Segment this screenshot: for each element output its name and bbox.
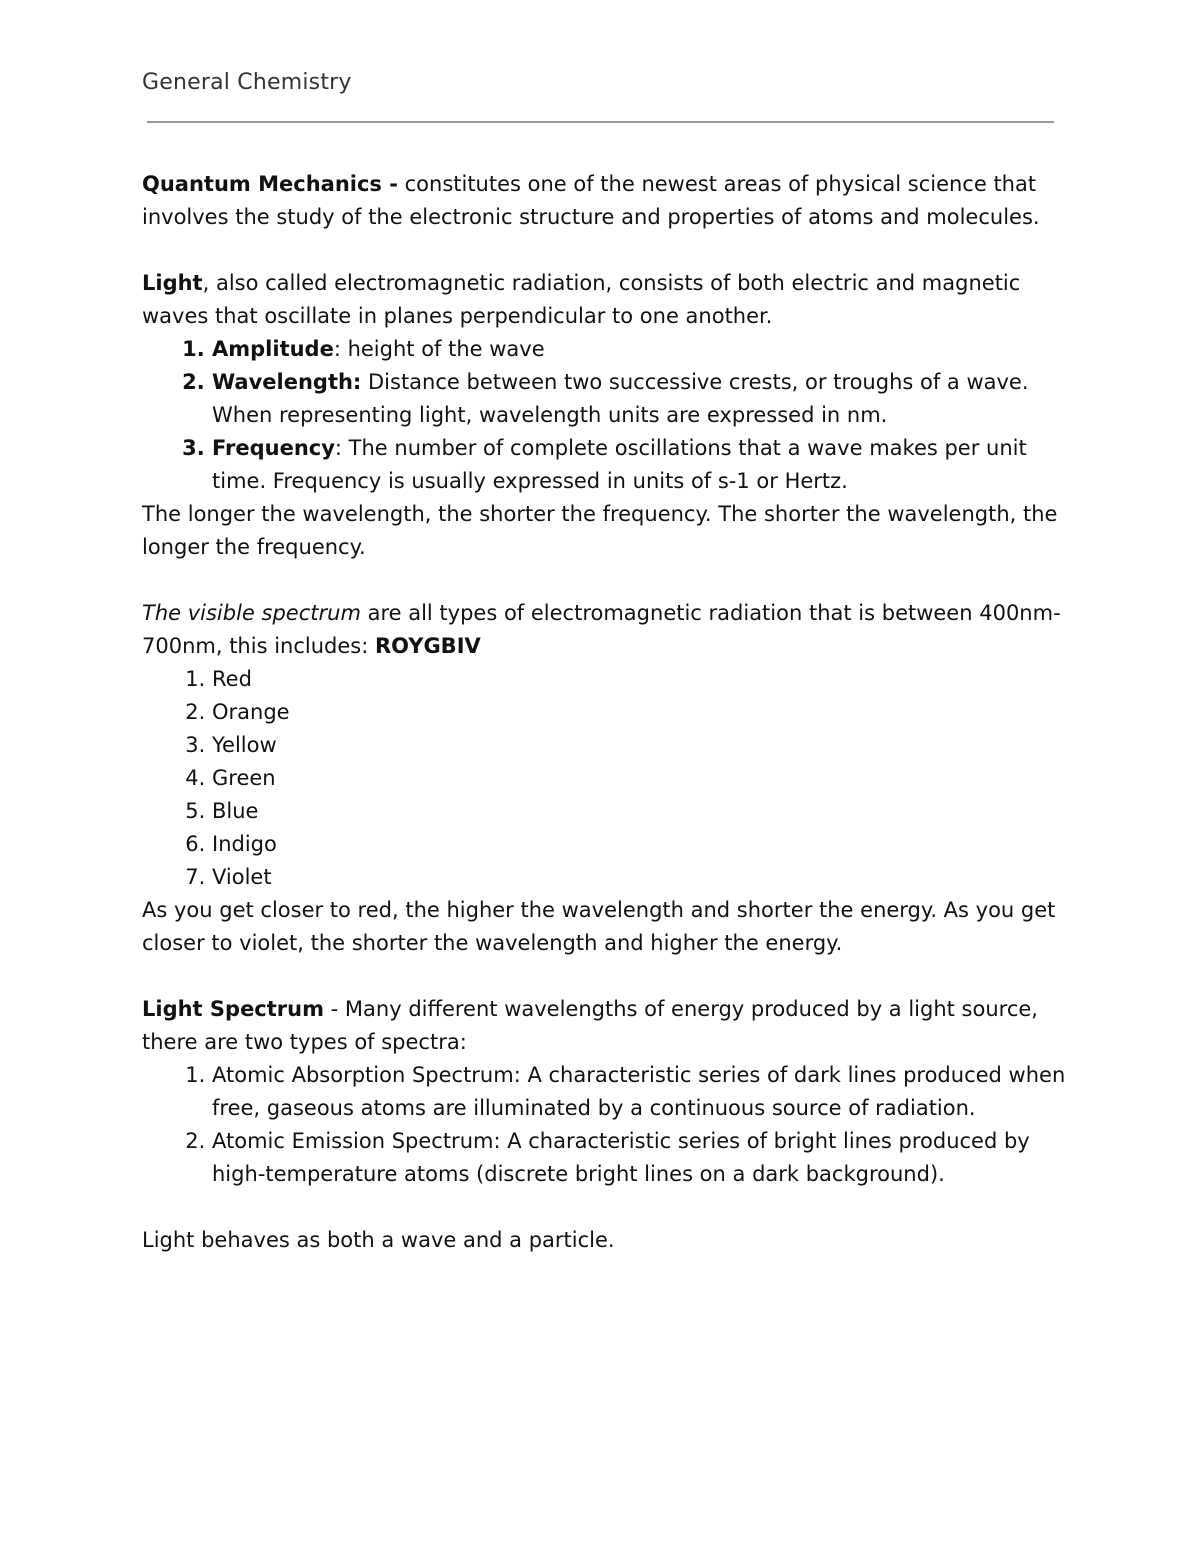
light-spectrum-term: Light Spectrum bbox=[142, 997, 324, 1021]
list-item: 4. Green bbox=[212, 762, 1072, 795]
visible-spectrum-term: The visible spectrum bbox=[142, 601, 361, 625]
list-item: 1. Red bbox=[212, 663, 1072, 696]
header-divider bbox=[147, 121, 1054, 123]
document-body bbox=[142, 168, 1072, 1257]
list-item-text: : The number of complete oscillations that a wave makes per unit time. Frequency is usually expressed in units of s-1 or Hertz. bbox=[212, 436, 1027, 493]
visible-spectrum-paragraph bbox=[142, 597, 1072, 663]
list-item: 7. Violet bbox=[212, 861, 1072, 894]
list-item-term: Amplitude bbox=[212, 337, 334, 361]
light-text: , also called electromagnetic radiation, consists of both electric and magnetic waves that oscillate in planes perpendicular to one another. bbox=[142, 271, 1021, 328]
list-item: 1. Atomic Absorption Spectrum: A characteristic series of dark lines produced when free, gaseous atoms are illuminated by a continuous source of radiation. bbox=[212, 1059, 1072, 1125]
quantum-paragraph bbox=[142, 168, 1072, 234]
wave-properties-list bbox=[142, 333, 1072, 498]
list-item bbox=[212, 366, 1072, 432]
list-item-text: : height of the wave bbox=[333, 337, 545, 361]
light-term: Light bbox=[142, 271, 203, 295]
roygbiv-acronym: ROYGBIV bbox=[374, 634, 481, 658]
list-item: 2. Orange bbox=[212, 696, 1072, 729]
list-item-text: Distance between two successive crests, or troughs of a wave. When representing light, wavelength units are expressed in nm. bbox=[212, 370, 1029, 427]
list-item: 2. Atomic Emission Spectrum: A characteristic series of bright lines produced by high-temperature atoms (discrete bright lines on a dark background). bbox=[212, 1125, 1072, 1191]
list-item bbox=[212, 333, 1072, 366]
visible-colors-list bbox=[142, 663, 1072, 894]
light-paragraph bbox=[142, 267, 1072, 333]
list-item: 3. Yellow bbox=[212, 729, 1072, 762]
list-item-term: Wavelength: bbox=[212, 370, 362, 394]
wavelength-frequency-note: The longer the wavelength, the shorter the frequency. The shorter the wavelength, the longer the frequency. bbox=[142, 502, 1058, 559]
quantum-text: constitutes one of the newest areas of physical science that involves the study of the electronic structure and properties of atoms and molecules. bbox=[142, 172, 1040, 229]
light-spectrum-text: - Many different wavelengths of energy produced by a light source, there are two types of spectra: bbox=[142, 997, 1038, 1054]
closing-paragraph: Light behaves as both a wave and a particle. bbox=[142, 1228, 615, 1252]
list-item-term: Frequency bbox=[212, 436, 335, 460]
quantum-term: Quantum Mechanics - bbox=[142, 172, 398, 196]
spacer bbox=[142, 234, 1072, 267]
spectra-types-list bbox=[142, 1059, 1072, 1191]
spacer bbox=[142, 960, 1072, 993]
spacer bbox=[142, 1191, 1072, 1224]
list-item: 5. Blue bbox=[212, 795, 1072, 828]
spacer bbox=[142, 564, 1072, 597]
visible-spectrum-text: are all types of electromagnetic radiation that is between 400nm-700nm, this includes: bbox=[142, 601, 1061, 658]
light-spectrum-paragraph bbox=[142, 993, 1072, 1059]
energy-note: As you get closer to red, the higher the wavelength and shorter the energy. As you get closer to violet, the shorter the wavelength and higher the energy. bbox=[142, 898, 1056, 955]
list-item: 6. Indigo bbox=[212, 828, 1072, 861]
list-item bbox=[212, 432, 1072, 498]
document-header: General Chemistry bbox=[142, 70, 352, 95]
